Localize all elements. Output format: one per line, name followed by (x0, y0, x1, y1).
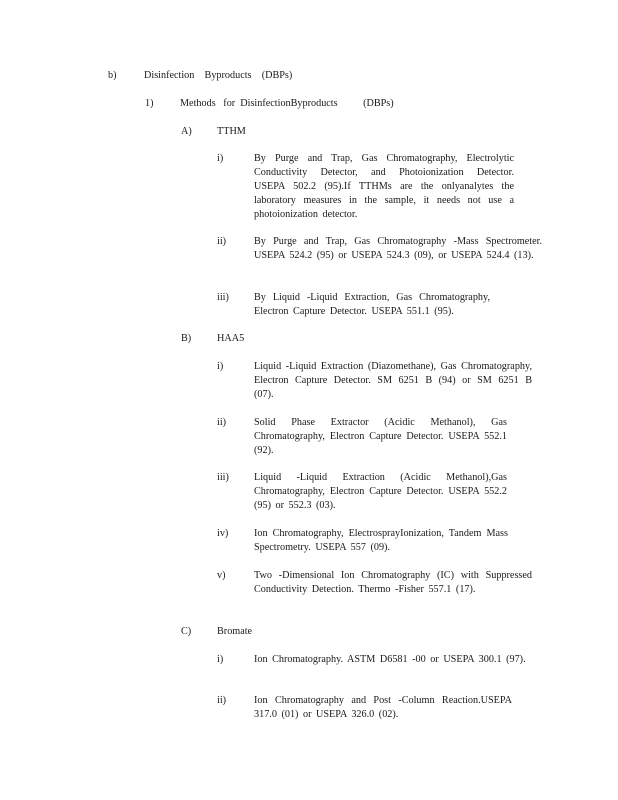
group-label: C) (181, 626, 192, 637)
subsection-label: 1) (145, 98, 154, 109)
item-text: Two -Dimensional Ion Chromatography (IC) with Suppressed Conductivity Detection. Thermo -Fisher 557.1 (17). (254, 570, 532, 595)
group-title: HAA5 (217, 333, 245, 344)
item-text: By Purge and Trap, Gas Chromatography, Electrolytic Conductivity Detector, and Photoionization Detector. USEPA 502.2 (95).If TTHMs are the onlyanalytes the laboratory measures in the sample, it needs not use a photoionization detector. (254, 153, 514, 220)
item-label: iii) (217, 292, 229, 303)
list-item (217, 235, 542, 263)
item-text: Liquid -Liquid Extraction (Diazomethane), Gas Chromatography, Electron Capture Detector. SM 6251 B (94) or SM 6251 B (07). (254, 361, 532, 400)
list-item (217, 360, 532, 402)
group-heading-bromate (181, 625, 252, 639)
list-item (217, 527, 508, 555)
group-heading-tthm (181, 125, 246, 139)
item-label: iv) (217, 528, 229, 539)
group-label: B) (181, 333, 192, 344)
item-text: By Purge and Trap, Gas Chromatography -Mass Spectrometer. USEPA 524.2 (95) or USEPA 524.3 (09), or USEPA 524.4 (13). (254, 236, 542, 261)
subsection-title: Methods for DisinfectionByproducts (DBPs) (180, 98, 394, 109)
item-label: v) (217, 570, 226, 581)
section-label: b) (108, 70, 117, 81)
item-label: ii) (217, 236, 227, 247)
item-label: i) (217, 153, 224, 164)
item-label: ii) (217, 695, 227, 706)
list-item (217, 694, 512, 722)
section-heading (108, 69, 292, 83)
item-text: Ion Chromatography and Post -Column Reaction.USEPA 317.0 (01) or USEPA 326.0 (02). (254, 695, 512, 720)
group-heading-haa5 (181, 332, 244, 346)
item-text: By Liquid -Liquid Extraction, Gas Chromatography, Electron Capture Detector. USEPA 551.1 (95). (254, 292, 490, 317)
subsection-heading (145, 97, 394, 111)
item-text: Liquid -Liquid Extraction (Acidic Methanol),Gas Chromatography, Electron Capture Detector. USEPA 552.2 (95) or 552.3 (03). (254, 472, 507, 511)
list-item (217, 152, 514, 222)
list-item (217, 416, 507, 458)
item-label: ii) (217, 417, 227, 428)
group-label: A) (181, 126, 192, 137)
list-item (217, 471, 507, 513)
item-label: i) (217, 654, 224, 665)
item-text: Solid Phase Extractor (Acidic Methanol), Gas Chromatography, Electron Capture Detector. USEPA 552.1 (92). (254, 417, 507, 456)
section-title: Disinfection Byproducts (DBPs) (144, 70, 293, 81)
item-text: Ion Chromatography, ElectrosprayIonization, Tandem Mass Spectrometry. USEPA 557 (09). (254, 528, 508, 553)
group-title: TTHM (217, 126, 246, 137)
item-label: i) (217, 361, 224, 372)
item-label: iii) (217, 472, 229, 483)
list-item (217, 291, 490, 319)
item-text: Ion Chromatography. ASTM D6581 -00 or USEPA 300.1 (97). (254, 654, 526, 665)
list-item (217, 653, 530, 667)
group-title: Bromate (217, 626, 253, 637)
list-item (217, 569, 532, 597)
